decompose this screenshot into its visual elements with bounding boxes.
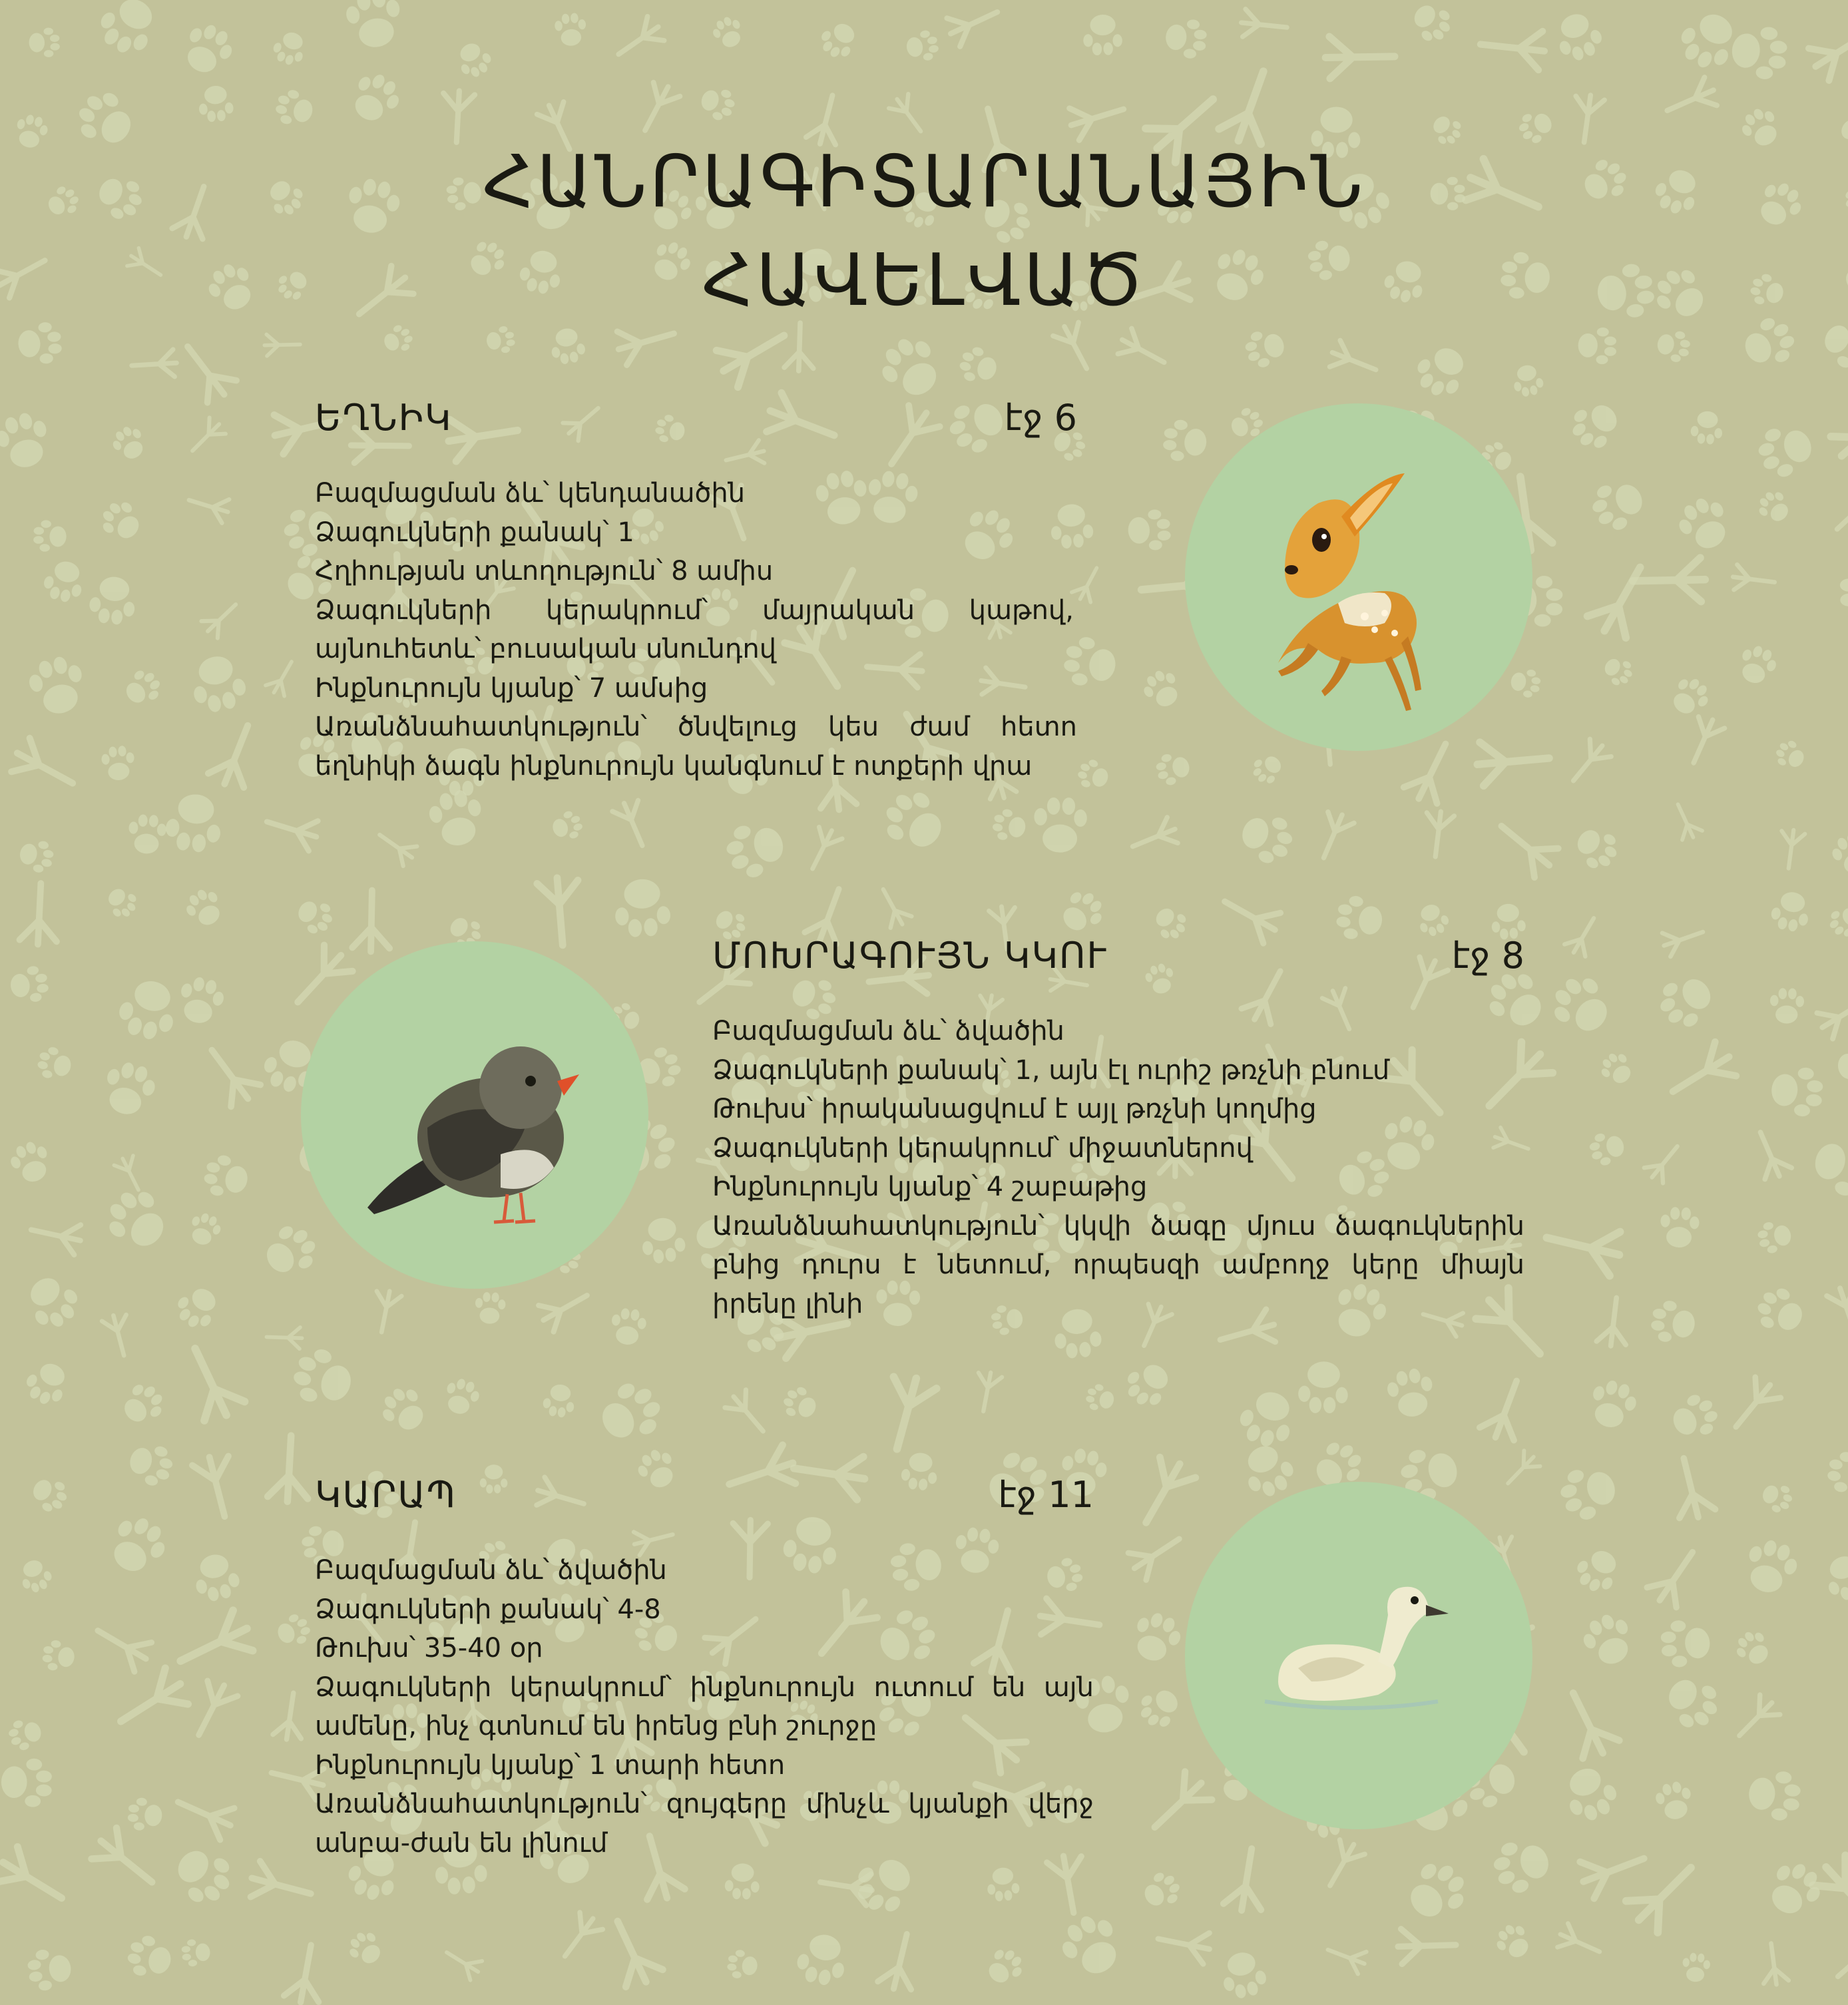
entry-header — [315, 397, 1077, 450]
page-reference: էջ 11 — [998, 1474, 1094, 1516]
fact-incubation: Թուխս՝ իրականացվում է այլ թռչնի կողմից — [712, 1094, 1317, 1124]
cuckoo-image — [301, 941, 648, 1289]
entry-header — [315, 1474, 1094, 1527]
fact-feature: Առանձնահատկություն՝ ծնվելուց կես ժամ հետո եղնիկի ձագն ինքնուրույն կանգնում է ոտքերի վրա — [315, 712, 1077, 781]
fact-offspring-count: Ձագուկների քանակ՝ 1 — [315, 517, 634, 548]
page-title-line-1: ՀԱՆՐԱԳԻՏԱՐԱՆԱՅԻՆ — [482, 140, 1366, 224]
page-title-line-2: ՀԱՎԵԼՎԱԾ — [702, 239, 1146, 322]
fact-reproduction: Բազմացման ձև՝ ձվածին — [315, 1555, 667, 1586]
fact-independence: Ինքնուրույն կյանք՝ 4 շաբաթից — [712, 1172, 1148, 1202]
page-reference: էջ 8 — [1451, 935, 1524, 977]
entry-name: ՄՈԽՐԱԳՈՒՅՆ ԿԿՈՒ — [712, 935, 1108, 977]
page-title — [258, 133, 1590, 330]
fact-feeding: Ձագուկների կերակրում՝ միջատներով — [712, 1132, 1253, 1164]
fact-list — [712, 1012, 1524, 1323]
fawn-image — [1185, 403, 1532, 751]
entry-fawn — [315, 397, 1080, 785]
entry-header — [712, 935, 1524, 988]
fact-independence: Ինքնուրույն կյանք՝ 7 ամսից — [315, 672, 708, 704]
fawn-illustration-icon — [1185, 403, 1532, 751]
fact-independence: Ինքնուրույն կյանք՝ 1 տարի հետո — [315, 1749, 786, 1781]
entry-name: ԿԱՐԱՊ — [315, 1474, 457, 1516]
page-reference: էջ 6 — [1004, 397, 1077, 439]
fact-offspring-count: Ձագուկների քանակ՝ 1, այն էլ ուրիշ թռչնի բնում — [712, 1054, 1390, 1086]
fact-reproduction: Բազմացման ձև՝ կենդանածին — [315, 478, 746, 509]
entry-name: ԵՂՆԻԿ — [315, 397, 453, 439]
fact-incubation: Թուխս՝ 35-40 օր — [315, 1633, 543, 1664]
fact-feature: Առանձնահատկություն՝ կկվի ձագը մյուս ձագուկներին բնից դուրս է նետում, որպեսզի ամբողջ կերը միայն իրենը լինի — [712, 1210, 1524, 1319]
fact-feature: Առանձնահատկություն՝ զույգերը մինչև կյանքի վերջ անբա-ժան են լինում — [315, 1789, 1094, 1859]
cygnet-image — [1185, 1482, 1532, 1829]
fact-feeding: Ձագուկների կերակրում՝ մայրական կաթով, այնուհետև՝ բուսական սնունդով — [315, 594, 1074, 664]
cygnet-illustration-icon — [1185, 1482, 1532, 1829]
fact-list — [315, 474, 1080, 785]
entry-cygnet — [315, 1474, 1094, 1863]
cuckoo-chick-illustration-icon — [301, 941, 648, 1289]
fact-feeding: Ձագուկների կերակրում՝ ինքնուրույն ուտում են այն ամենը, ինչ գտնում են իրենց բնի շուրջը — [315, 1671, 1094, 1741]
fact-offspring-count: Ձագուկների քանակ՝ 4-8 — [315, 1594, 661, 1625]
fact-list — [315, 1551, 1094, 1863]
entry-cuckoo — [712, 935, 1524, 1323]
fact-reproduction: Բազմացման ձև՝ ձվածին — [712, 1016, 1064, 1046]
fact-gestation: Հղիության տևողություն՝ 8 ամիս — [315, 556, 774, 586]
